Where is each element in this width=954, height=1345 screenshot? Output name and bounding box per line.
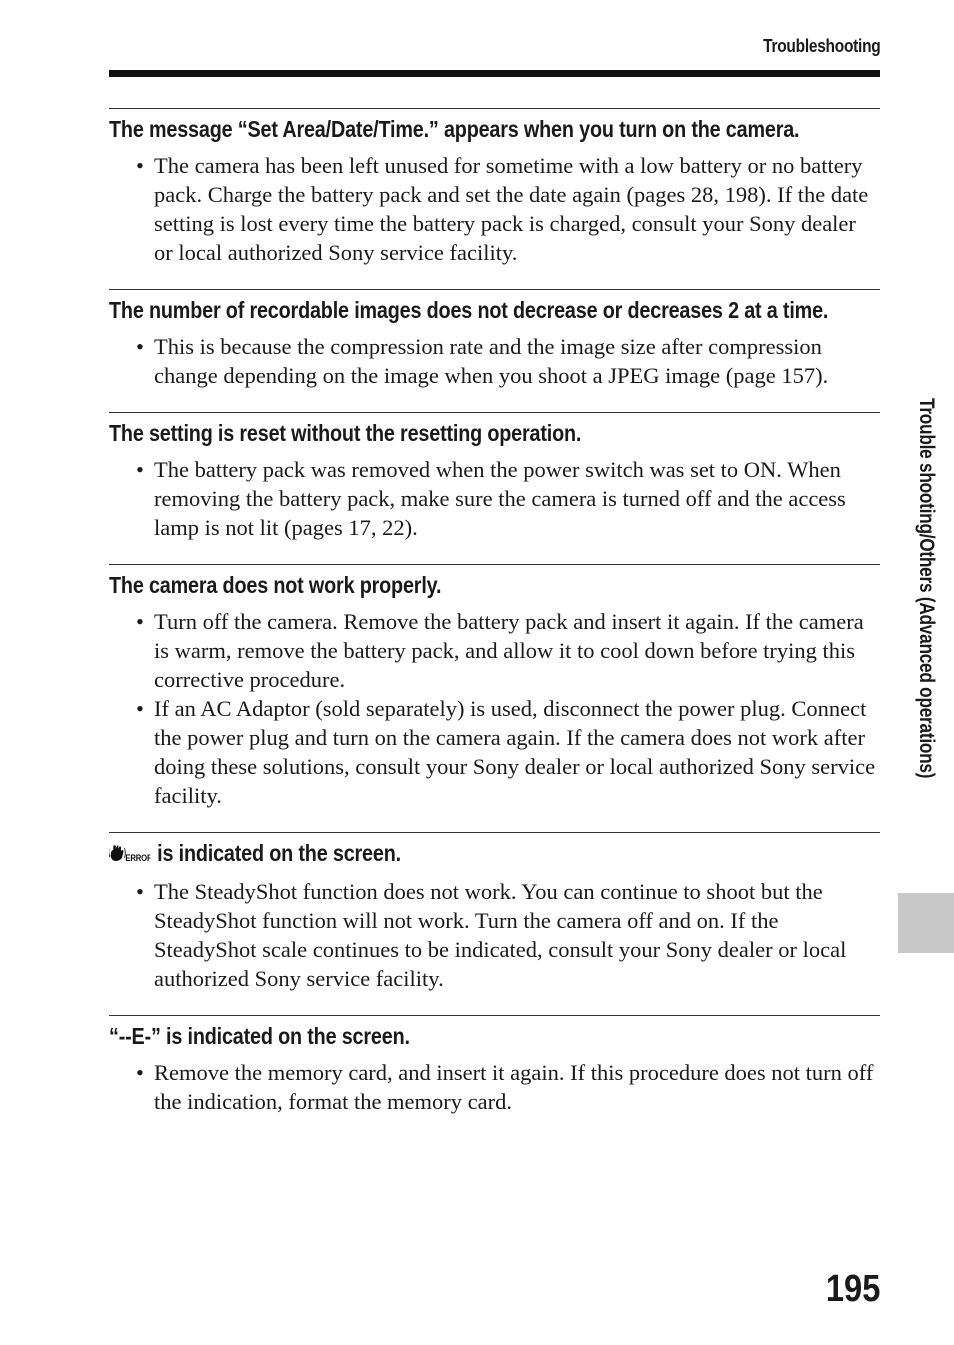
list-item: • Turn off the camera. Remove the battery pack and insert it again. If the camera is warm, remove the battery pack, and allow it to cool down before trying this corrective procedure.: [109, 607, 880, 694]
bullet-list: [109, 877, 880, 993]
section-heading: “--E-” is indicated on the screen.: [109, 1023, 410, 1049]
section-setting-reset: [109, 412, 880, 542]
section-steadyshot-error: [109, 832, 880, 993]
bullet-list: [109, 332, 880, 390]
page-number: 195: [825, 1268, 880, 1310]
list-item: • The SteadyShot function does not work. You can continue to shoot but the SteadyShot function will not work. Turn the camera off and on. If the SteadyShot scale continues to be indicated, consult your Sony dealer or local authorized Sony service facility.: [109, 877, 880, 993]
side-chapter-label: [908, 398, 938, 870]
bullet-list: [109, 151, 880, 267]
section-set-area-date-time: [109, 108, 880, 267]
svg-text:ERROR: ERROR: [125, 852, 151, 863]
list-item: • The battery pack was removed when the power switch was set to ON. When removing the battery pack, make sure the camera is turned off and the access lamp is not lit (pages 17, 22).: [109, 455, 880, 542]
section-heading: The message “Set Area/Date/Time.” appears when you turn on the camera.: [109, 116, 800, 142]
section-camera-not-working: [109, 564, 880, 810]
section-heading: The camera does not work properly.: [109, 572, 442, 598]
section-recordable-images: [109, 289, 880, 390]
section-heading: [109, 837, 878, 871]
side-chapter-label-text: Trouble shooting/Others (Advanced operations): [915, 398, 938, 779]
section-heading-text: is indicated on the screen.: [157, 840, 401, 866]
list-item: • The camera has been left unused for sometime with a low battery or no battery pack. Charge the battery pack and set the date again (pages 28, 198). If the date setting is lost every time the battery pack is charged, consult your Sony dealer or local authorized Sony service facility.: [109, 151, 880, 267]
list-item: • This is because the compression rate and the image size after compression change depending on the image when you shoot a JPEG image (page 157).: [109, 332, 880, 390]
list-item: • If an AC Adaptor (sold separately) is used, disconnect the power plug. Connect the power plug and turn on the camera again. If the camera does not work after doing these solutions, consult your Sony dealer or local authorized Sony service facility.: [109, 694, 880, 810]
chapter-tab-marker: [898, 893, 954, 953]
steadyshot-error-icon: [109, 839, 150, 871]
page-content: [109, 108, 880, 1116]
bullet-list: [109, 607, 880, 810]
header-rule: [109, 70, 880, 77]
bullet-list: [109, 1058, 880, 1116]
section-e-indicated: [109, 1015, 880, 1116]
bullet-list: [109, 455, 880, 542]
section-heading: The setting is reset without the resetting operation.: [109, 420, 582, 446]
running-head: Troubleshooting: [762, 36, 880, 56]
section-heading: The number of recordable images does not decrease or decreases 2 at a time.: [109, 297, 829, 323]
list-item: • Remove the memory card, and insert it again. If this procedure does not turn off the indication, format the memory card.: [109, 1058, 880, 1116]
